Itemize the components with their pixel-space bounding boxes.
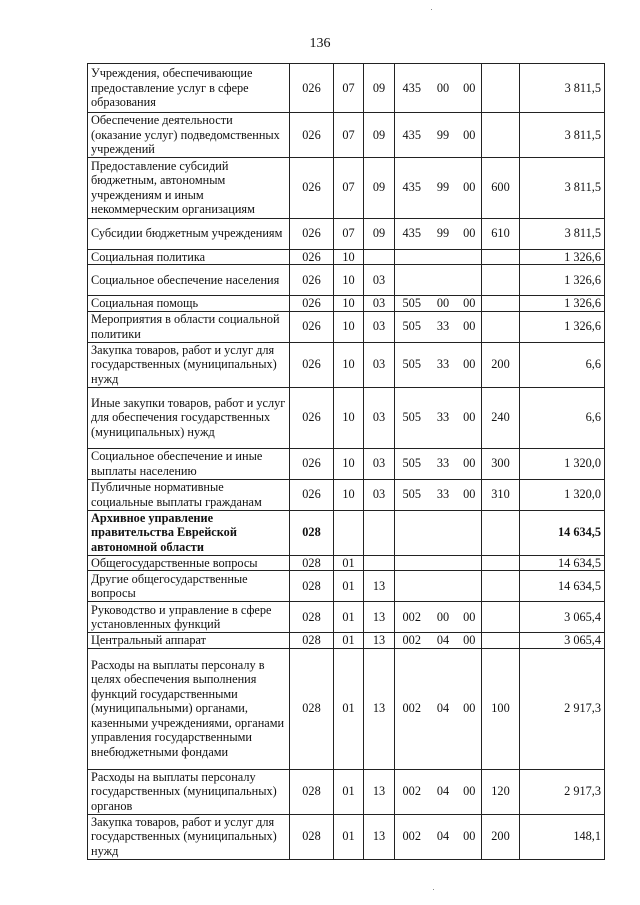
cell-target-program: 435 xyxy=(395,218,429,249)
cell-section: 07 xyxy=(334,218,364,249)
cell-subsection: 03 xyxy=(364,448,395,479)
cell-expense-type xyxy=(482,249,520,265)
cell-amount: 3 811,5 xyxy=(520,218,605,249)
cell-name: Обеспечение деятельности (оказание услуг) подведомственных учреждений xyxy=(88,113,290,158)
cell-section: 10 xyxy=(334,448,364,479)
cell-subsection: 13 xyxy=(364,769,395,814)
cell-target-direction: 00 xyxy=(458,814,482,859)
cell-target-direction: 00 xyxy=(458,448,482,479)
cell-target-program: 002 xyxy=(395,633,429,649)
cell-target-subprogram xyxy=(429,249,458,265)
cell-target-subprogram: 33 xyxy=(429,448,458,479)
cell-target-direction: 00 xyxy=(458,157,482,218)
cell-section: 01 xyxy=(334,571,364,602)
cell-ministry: 026 xyxy=(290,387,334,448)
cell-expense-type: 300 xyxy=(482,448,520,479)
cell-ministry: 026 xyxy=(290,64,334,113)
cell-section: 10 xyxy=(334,265,364,296)
cell-target-subprogram: 99 xyxy=(429,218,458,249)
cell-name: Общегосударственные вопросы xyxy=(88,555,290,571)
cell-section xyxy=(334,510,364,555)
cell-amount: 1 326,6 xyxy=(520,249,605,265)
table-row xyxy=(88,113,605,158)
table-row xyxy=(88,648,605,769)
cell-subsection xyxy=(364,510,395,555)
cell-amount: 1 320,0 xyxy=(520,448,605,479)
cell-name: Учреждения, обеспечивающие предоставление услуг в сфере образования xyxy=(88,64,290,113)
table-row xyxy=(88,249,605,265)
cell-section: 01 xyxy=(334,555,364,571)
cell-name: Руководство и управление в сфере установленных функций xyxy=(88,602,290,633)
cell-amount: 14 634,5 xyxy=(520,510,605,555)
cell-target-subprogram xyxy=(429,265,458,296)
cell-amount: 1 326,6 xyxy=(520,296,605,312)
cell-target-subprogram xyxy=(429,510,458,555)
cell-name: Расходы на выплаты персоналу государственных (муниципальных) органов xyxy=(88,769,290,814)
cell-ministry: 026 xyxy=(290,113,334,158)
table-row xyxy=(88,479,605,510)
table-row xyxy=(88,571,605,602)
cell-amount: 14 634,5 xyxy=(520,571,605,602)
table-row xyxy=(88,296,605,312)
cell-name: Закупка товаров, работ и услуг для государственных (муниципальных) нужд xyxy=(88,814,290,859)
cell-subsection: 03 xyxy=(364,311,395,342)
cell-amount: 3 811,5 xyxy=(520,113,605,158)
cell-target-program xyxy=(395,555,429,571)
table-row xyxy=(88,602,605,633)
cell-name: Социальное обеспечение и иные выплаты населению xyxy=(88,448,290,479)
table-row xyxy=(88,769,605,814)
cell-expense-type xyxy=(482,510,520,555)
budget-table xyxy=(87,63,605,860)
cell-target-subprogram: 00 xyxy=(429,602,458,633)
cell-section: 01 xyxy=(334,814,364,859)
cell-subsection: 09 xyxy=(364,157,395,218)
cell-target-subprogram: 04 xyxy=(429,814,458,859)
cell-ministry: 028 xyxy=(290,555,334,571)
cell-target-direction: 00 xyxy=(458,64,482,113)
cell-target-subprogram: 33 xyxy=(429,479,458,510)
cell-name: Мероприятия в области социальной политики xyxy=(88,311,290,342)
cell-amount: 2 917,3 xyxy=(520,769,605,814)
cell-subsection: 03 xyxy=(364,479,395,510)
cell-section: 07 xyxy=(334,157,364,218)
cell-amount: 148,1 xyxy=(520,814,605,859)
cell-target-subprogram: 33 xyxy=(429,311,458,342)
cell-expense-type xyxy=(482,113,520,158)
cell-target-program xyxy=(395,249,429,265)
cell-ministry: 026 xyxy=(290,448,334,479)
cell-name: Центральный аппарат xyxy=(88,633,290,649)
table-row xyxy=(88,814,605,859)
cell-expense-type: 240 xyxy=(482,387,520,448)
cell-target-subprogram: 00 xyxy=(429,296,458,312)
cell-target-subprogram: 04 xyxy=(429,648,458,769)
cell-ministry: 028 xyxy=(290,602,334,633)
cell-amount: 1 320,0 xyxy=(520,479,605,510)
table-row xyxy=(88,510,605,555)
cell-section: 07 xyxy=(334,64,364,113)
cell-target-direction: 00 xyxy=(458,342,482,387)
cell-subsection: 13 xyxy=(364,633,395,649)
cell-target-subprogram: 99 xyxy=(429,157,458,218)
table-row xyxy=(88,387,605,448)
cell-name: Публичные нормативные социальные выплаты гражданам xyxy=(88,479,290,510)
cell-target-program: 002 xyxy=(395,769,429,814)
scan-speck xyxy=(433,889,434,890)
cell-target-program: 435 xyxy=(395,113,429,158)
cell-target-direction: 00 xyxy=(458,769,482,814)
cell-ministry: 028 xyxy=(290,510,334,555)
cell-section: 01 xyxy=(334,769,364,814)
cell-name: Социальное обеспечение населения xyxy=(88,265,290,296)
table-row xyxy=(88,265,605,296)
cell-target-subprogram xyxy=(429,571,458,602)
cell-section: 10 xyxy=(334,296,364,312)
table-row xyxy=(88,311,605,342)
cell-section: 10 xyxy=(334,311,364,342)
cell-amount: 3 065,4 xyxy=(520,633,605,649)
cell-subsection xyxy=(364,249,395,265)
table-row xyxy=(88,64,605,113)
cell-ministry: 026 xyxy=(290,249,334,265)
cell-target-direction: 00 xyxy=(458,218,482,249)
cell-target-program: 505 xyxy=(395,311,429,342)
cell-name: Социальная помощь xyxy=(88,296,290,312)
cell-ministry: 028 xyxy=(290,633,334,649)
cell-amount: 3 811,5 xyxy=(520,64,605,113)
cell-subsection: 13 xyxy=(364,602,395,633)
cell-target-subprogram: 04 xyxy=(429,633,458,649)
cell-expense-type xyxy=(482,602,520,633)
cell-target-subprogram: 33 xyxy=(429,342,458,387)
cell-subsection: 13 xyxy=(364,571,395,602)
cell-amount: 2 917,3 xyxy=(520,648,605,769)
cell-target-program xyxy=(395,571,429,602)
cell-target-direction xyxy=(458,571,482,602)
cell-expense-type xyxy=(482,265,520,296)
cell-expense-type: 100 xyxy=(482,648,520,769)
cell-target-direction: 00 xyxy=(458,633,482,649)
cell-subsection xyxy=(364,555,395,571)
cell-target-direction xyxy=(458,555,482,571)
cell-expense-type xyxy=(482,296,520,312)
cell-ministry: 026 xyxy=(290,311,334,342)
cell-target-program: 435 xyxy=(395,64,429,113)
cell-amount: 3 065,4 xyxy=(520,602,605,633)
cell-expense-type: 600 xyxy=(482,157,520,218)
cell-target-program: 505 xyxy=(395,479,429,510)
cell-subsection: 13 xyxy=(364,648,395,769)
cell-ministry: 026 xyxy=(290,296,334,312)
cell-name: Архивное управление правительства Еврейской автономной области xyxy=(88,510,290,555)
cell-target-program: 505 xyxy=(395,342,429,387)
cell-expense-type xyxy=(482,555,520,571)
cell-subsection: 09 xyxy=(364,64,395,113)
table-row xyxy=(88,157,605,218)
cell-target-direction: 00 xyxy=(458,311,482,342)
cell-section: 10 xyxy=(334,387,364,448)
cell-target-subprogram: 00 xyxy=(429,64,458,113)
cell-section: 07 xyxy=(334,113,364,158)
cell-target-direction: 00 xyxy=(458,602,482,633)
cell-target-subprogram: 04 xyxy=(429,769,458,814)
cell-subsection: 03 xyxy=(364,265,395,296)
cell-target-direction xyxy=(458,249,482,265)
cell-section: 01 xyxy=(334,648,364,769)
cell-target-subprogram: 99 xyxy=(429,113,458,158)
cell-section: 10 xyxy=(334,342,364,387)
cell-name: Субсидии бюджетным учреждениям xyxy=(88,218,290,249)
page-number: 136 xyxy=(309,36,331,51)
cell-target-program: 002 xyxy=(395,814,429,859)
cell-target-program: 505 xyxy=(395,448,429,479)
cell-name: Закупка товаров, работ и услуг для государственных (муниципальных) нужд xyxy=(88,342,290,387)
table-row xyxy=(88,218,605,249)
cell-name: Предоставление субсидий бюджетным, автономным учреждениям и иным некоммерческим организациям xyxy=(88,157,290,218)
cell-name: Иные закупки товаров, работ и услуг для обеспечения государственных (муниципальных) нужд xyxy=(88,387,290,448)
cell-expense-type: 200 xyxy=(482,814,520,859)
cell-amount: 14 634,5 xyxy=(520,555,605,571)
cell-target-program: 002 xyxy=(395,648,429,769)
cell-target-direction: 00 xyxy=(458,113,482,158)
cell-amount: 6,6 xyxy=(520,387,605,448)
cell-target-program: 435 xyxy=(395,157,429,218)
cell-name: Расходы на выплаты персоналу в целях обеспечения выполнения функций государственными (муниципальными) органами, казенными учреждениями, органами управления государственными внебюджетными фондами xyxy=(88,648,290,769)
cell-subsection: 03 xyxy=(364,387,395,448)
cell-expense-type: 200 xyxy=(482,342,520,387)
cell-target-direction xyxy=(458,510,482,555)
cell-ministry: 028 xyxy=(290,769,334,814)
cell-target-program xyxy=(395,510,429,555)
cell-expense-type xyxy=(482,633,520,649)
cell-ministry: 028 xyxy=(290,571,334,602)
table-row xyxy=(88,448,605,479)
cell-ministry: 028 xyxy=(290,814,334,859)
cell-expense-type xyxy=(482,311,520,342)
cell-subsection: 03 xyxy=(364,342,395,387)
cell-ministry: 026 xyxy=(290,479,334,510)
cell-expense-type xyxy=(482,64,520,113)
cell-target-program: 505 xyxy=(395,296,429,312)
cell-target-direction: 00 xyxy=(458,479,482,510)
cell-ministry: 026 xyxy=(290,342,334,387)
cell-ministry: 026 xyxy=(290,265,334,296)
cell-target-subprogram: 33 xyxy=(429,387,458,448)
cell-subsection: 09 xyxy=(364,113,395,158)
cell-expense-type xyxy=(482,571,520,602)
cell-expense-type: 310 xyxy=(482,479,520,510)
cell-target-program: 505 xyxy=(395,387,429,448)
cell-target-program: 002 xyxy=(395,602,429,633)
scan-speck xyxy=(431,9,432,10)
cell-target-program xyxy=(395,265,429,296)
table-row xyxy=(88,342,605,387)
cell-amount: 1 326,6 xyxy=(520,311,605,342)
cell-subsection: 09 xyxy=(364,218,395,249)
cell-target-direction: 00 xyxy=(458,296,482,312)
cell-expense-type: 610 xyxy=(482,218,520,249)
cell-ministry: 028 xyxy=(290,648,334,769)
cell-ministry: 026 xyxy=(290,157,334,218)
cell-subsection: 13 xyxy=(364,814,395,859)
cell-target-direction xyxy=(458,265,482,296)
cell-name: Социальная политика xyxy=(88,249,290,265)
table-row xyxy=(88,633,605,649)
cell-expense-type: 120 xyxy=(482,769,520,814)
cell-subsection: 03 xyxy=(364,296,395,312)
cell-section: 10 xyxy=(334,479,364,510)
cell-target-subprogram xyxy=(429,555,458,571)
cell-amount: 6,6 xyxy=(520,342,605,387)
cell-section: 01 xyxy=(334,633,364,649)
table-row xyxy=(88,555,605,571)
cell-amount: 3 811,5 xyxy=(520,157,605,218)
cell-ministry: 026 xyxy=(290,218,334,249)
cell-target-direction: 00 xyxy=(458,387,482,448)
cell-amount: 1 326,6 xyxy=(520,265,605,296)
cell-name: Другие общегосударственные вопросы xyxy=(88,571,290,602)
cell-target-direction: 00 xyxy=(458,648,482,769)
cell-section: 10 xyxy=(334,249,364,265)
cell-section: 01 xyxy=(334,602,364,633)
